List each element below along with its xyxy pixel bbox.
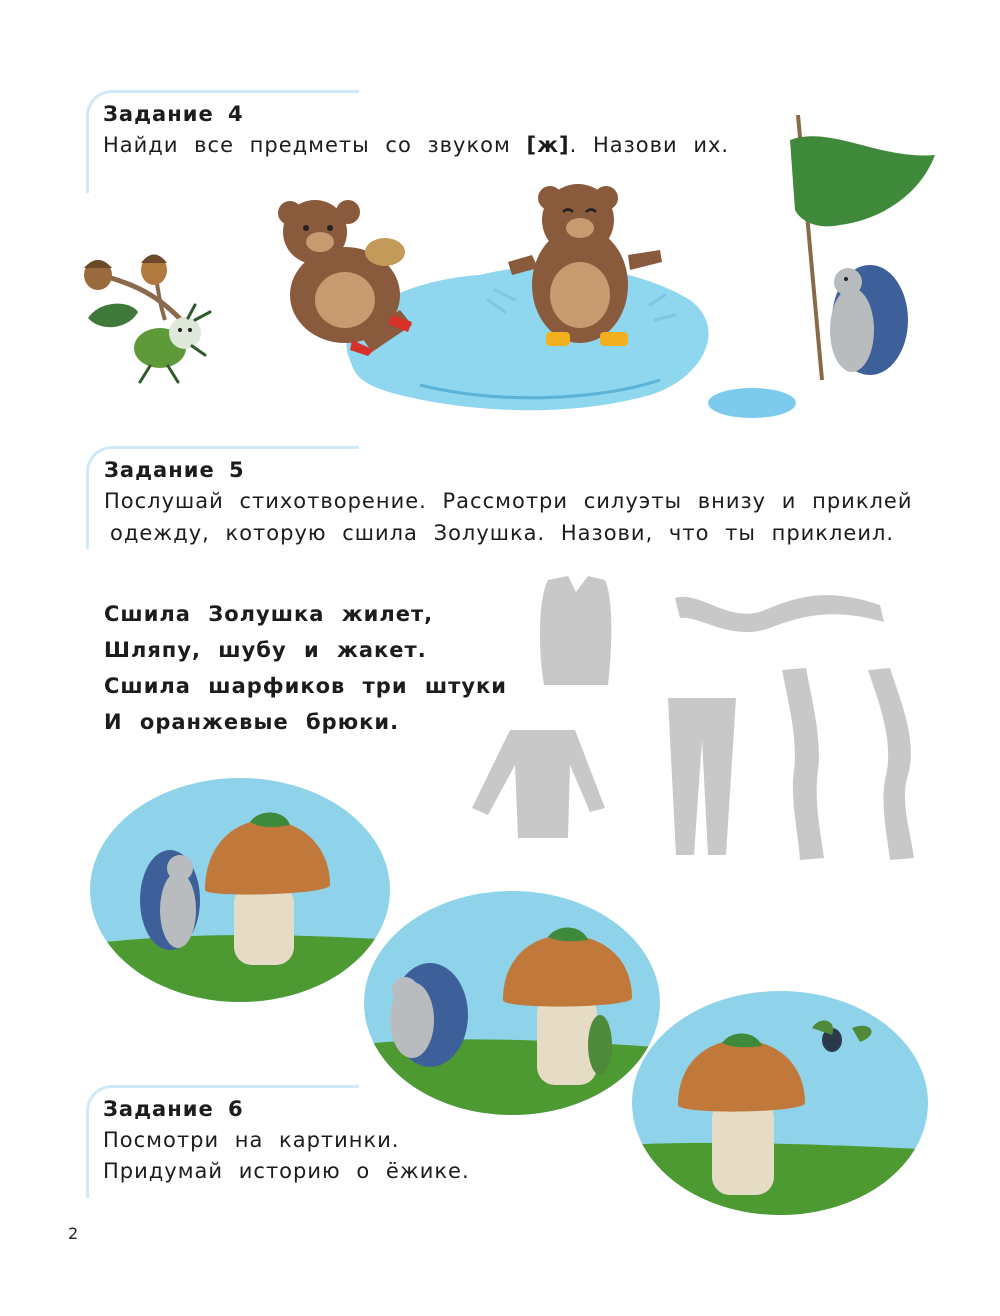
task5-line1: Послушай стихотворение. Рассмотри силуэты внизу и приклей xyxy=(104,489,913,513)
beetle xyxy=(134,305,210,382)
task4-title: Задание 4 xyxy=(103,102,244,126)
task4-sound: [ж] xyxy=(526,133,570,157)
puddle xyxy=(347,266,709,410)
acorn-branch xyxy=(84,255,190,331)
poem-line: Сшила Золушка жилет, xyxy=(104,602,434,626)
scarf-silhouette-horizontal xyxy=(675,595,884,632)
story-picture-3 xyxy=(620,980,940,1220)
poem-line: Сшила шарфиков три штуки xyxy=(104,674,507,698)
task5-title: Задание 5 xyxy=(104,458,245,482)
task6-line1: Посмотри на картинки. xyxy=(103,1128,400,1152)
page-number: 2 xyxy=(68,1224,79,1243)
task4-text-after: . Назови их. xyxy=(569,133,730,157)
small-puddle xyxy=(708,388,796,418)
hedgehog xyxy=(830,265,908,375)
vest-silhouette xyxy=(540,576,611,685)
story-picture-1 xyxy=(80,770,400,1010)
task6-line2: Придумай историю о ёжике. xyxy=(103,1159,470,1183)
task4-illustration xyxy=(0,0,1000,440)
task4-text-before: Найди все предметы со звуком xyxy=(103,133,511,157)
poem-line: Шляпу, шубу и жакет. xyxy=(104,638,427,662)
poem-line: И оранжевые брюки. xyxy=(104,710,400,734)
task5-line2: одежду, которую сшила Золушка. Назови, что ты приклеил. xyxy=(110,521,895,545)
bear-sitting xyxy=(278,200,412,356)
task6-title: Задание 6 xyxy=(103,1097,244,1121)
story-picture-2 xyxy=(350,880,670,1120)
